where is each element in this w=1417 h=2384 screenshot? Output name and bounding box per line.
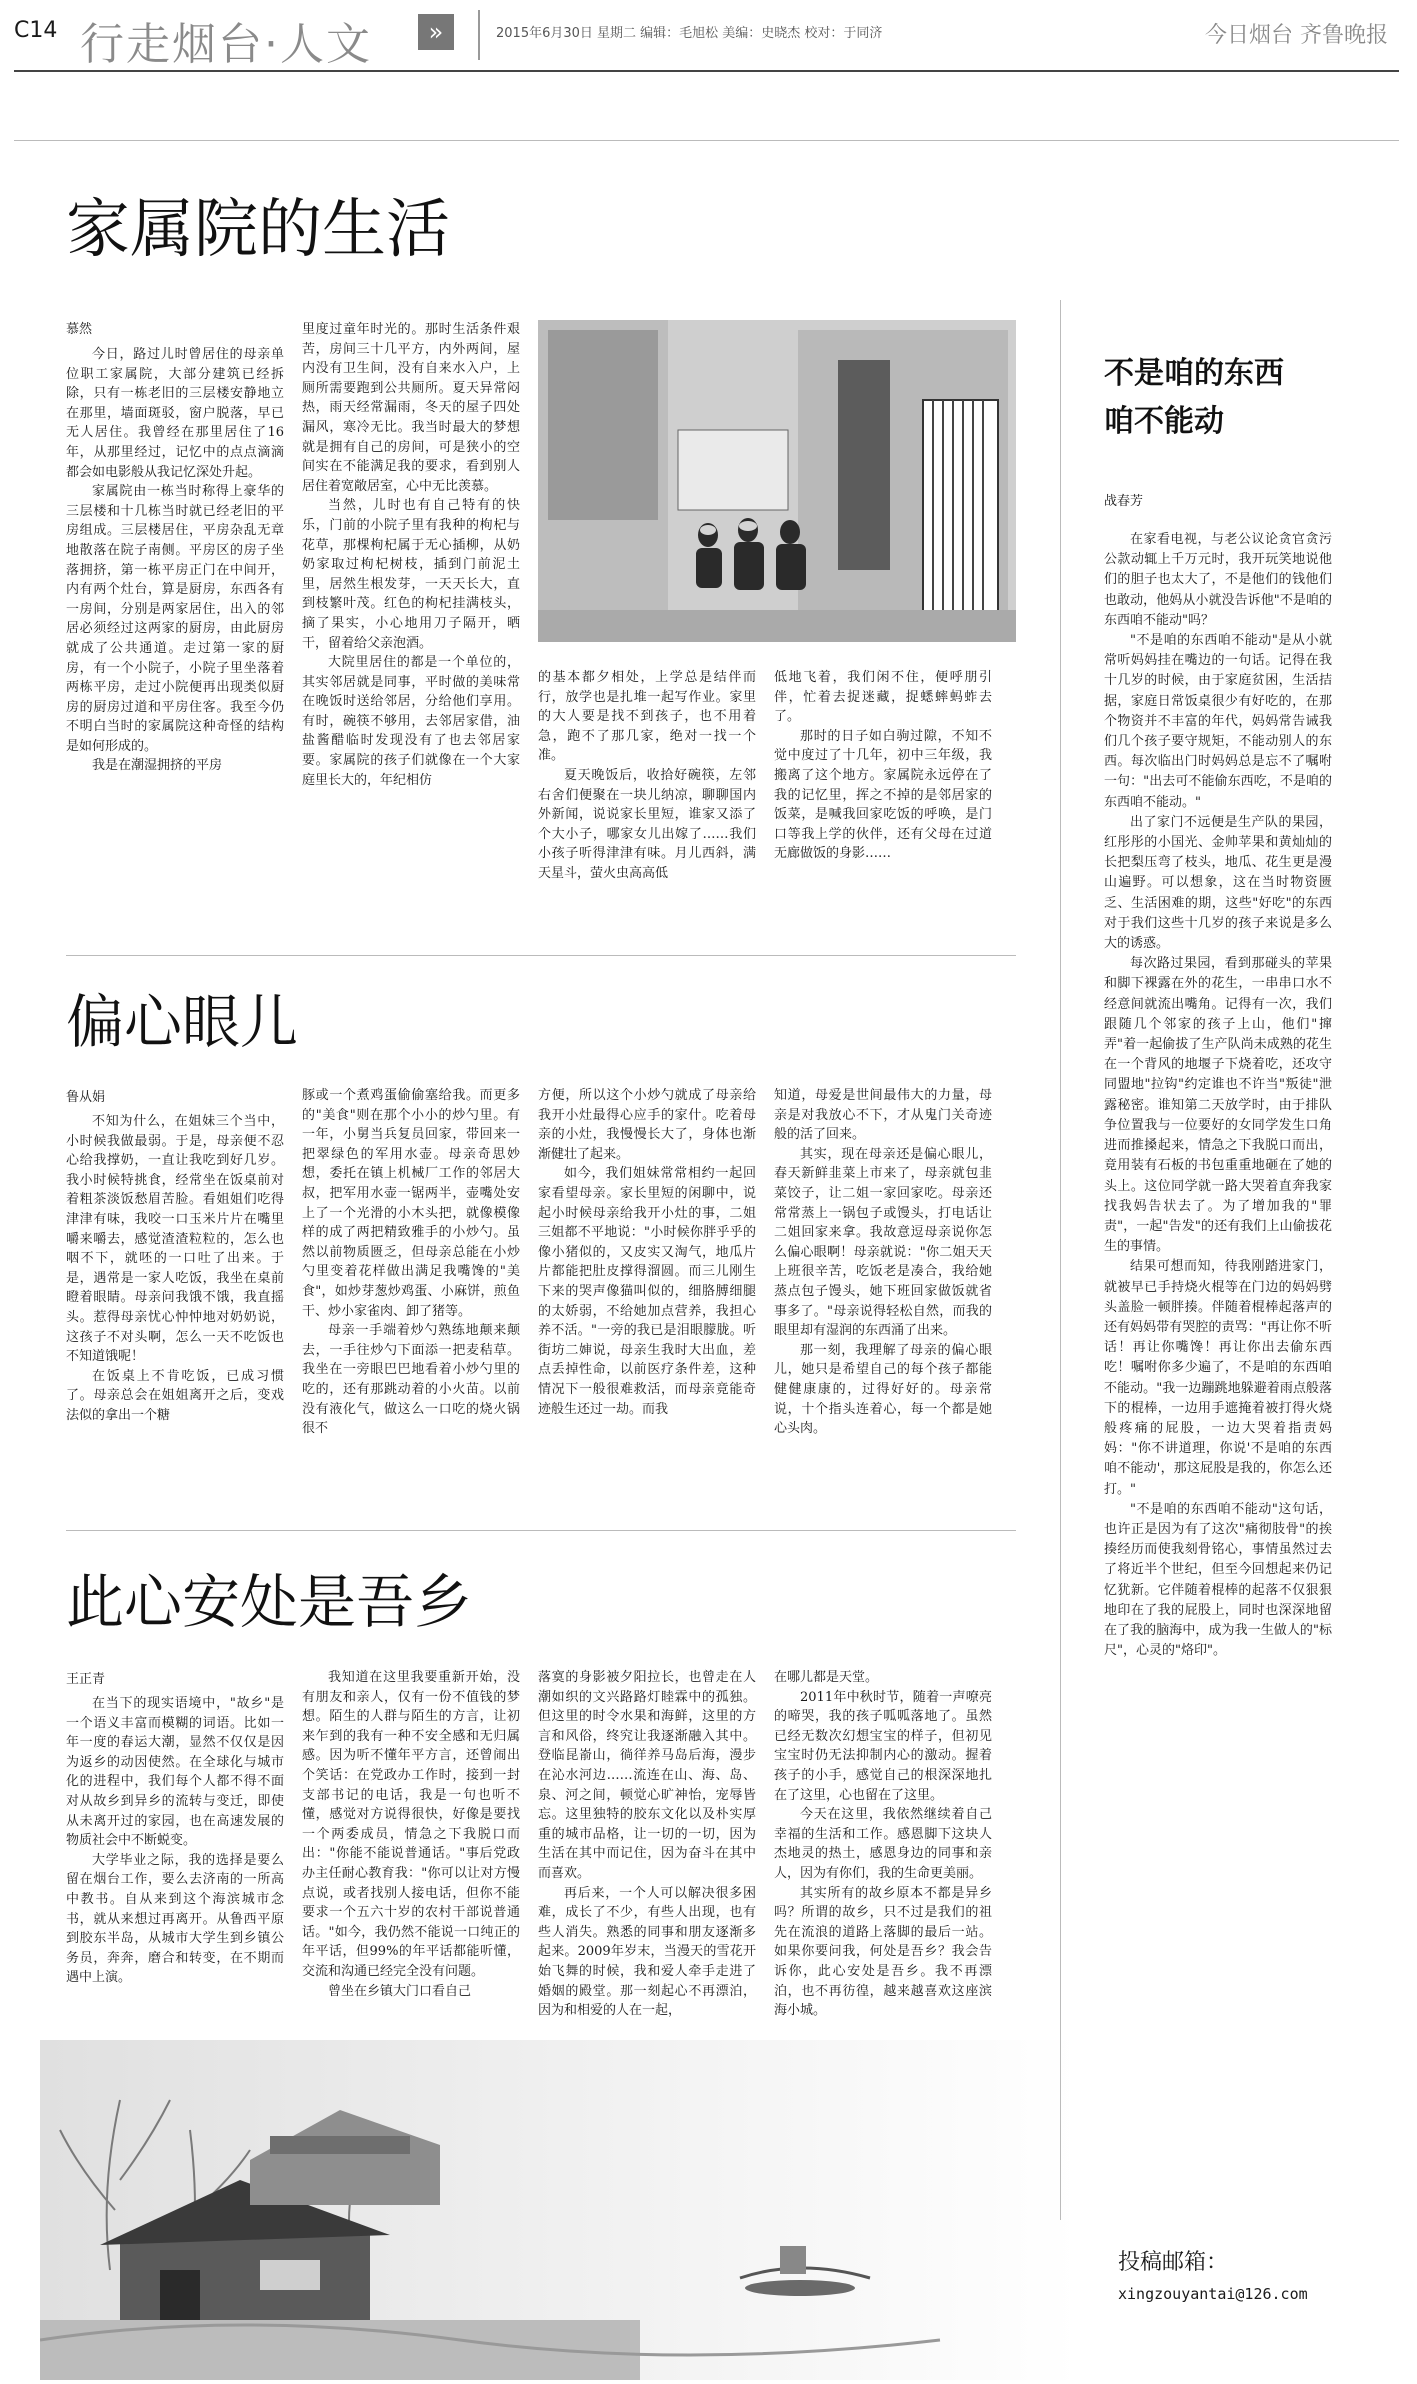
article-column-bianxin-3: [538, 1086, 756, 1512]
issue-info: 2015年6月30日 星期二 编辑：毛旭松 美编：史晓杰 校对：于同济: [496, 26, 883, 41]
article-column-jiashuyuan-4: [774, 668, 992, 935]
paragraph: 出了家门不远便是生产队的果园，红彤彤的小国光、金帅苹果和黄灿灿的长把梨压弯了枝头，地瓜、花生更是漫山遍野。可以想象，这在当时物资匮乏、生活困难的期，这些"好吃"的东西对于我们这些十几岁的孩子来说是多么大的诱惑。: [1104, 814, 1332, 952]
paragraph: 在哪儿都是天堂。: [774, 1670, 879, 1685]
paragraph: 再后来，一个人可以解决很多困难，成长了不少，有些人出现，也有些人消失。熟悉的同事和朋友逐渐多起来。2009年岁末，当漫天的雪花开始飞舞的时候，我和爱人牵手走进了婚姻的殿堂。那一刻起心不再漂泊，因为和相爱的人在一起，: [538, 1885, 756, 2019]
paragraph: 落寞的身影被夕阳拉长，也曾走在人潮如织的文兴路路灯睦霖中的孤独。但这里的时令水果和海鲜，这里的方言和风俗，终究让我逐渐融入其中。登临昆嵛山，徜徉养马岛后海，漫步在沁水河边……流连在山、海、岛、泉、河之间，顿觉心旷神怡，宠辱皆忘。这里独特的胶东文化以及朴实厚重的城市品格，让一切的一切，因为生活在其中而记住，因为奋斗在其中而喜欢。: [538, 1670, 756, 1881]
article-column-bianxin-4: [774, 1086, 992, 1512]
paragraph: 大院里居住的都是一个单位的，其实邻居就是同事，平时做的美味常在晚饭时送给邻居，分给他们享用。有时，碗筷不够用，去邻居家借，油盐酱醋临时发现没有了也去邻居家要。家属院的孩子们就像在一个大家庭里长大的，年纪相仿: [302, 655, 520, 788]
paragraph: 知道，母爱是世间最伟大的力量，母亲是对我放心不下，才从鬼门关奇迹般的活了回来。: [774, 1088, 992, 1143]
ink-painting-illustration: [40, 2040, 1080, 2380]
article-column-bushi: [1104, 530, 1332, 2040]
top-rule-thin: [14, 140, 1399, 141]
article-column-jiashuyuan-1: [66, 345, 284, 935]
paragraph: 曾坐在乡镇大门口看自己: [328, 1983, 472, 1999]
paragraph: "不是咱的东西咱不能动"是从小就常听妈妈挂在嘴边的一句话。记得在我十几岁的时候，由于家庭贫困，生活拮据，家庭日常饭桌很少有好吃的，在那个物资并不丰富的年代，妈妈常告诫我们几个孩子要守规矩，不能动别人的东西。每次临出门时妈妈总是忘不了嘱咐一句："出去可不能偷东西吃，不是咱的东西咱不能动。": [1104, 633, 1332, 810]
paragraph: 如今，我们姐妹常常相约一起回家看望母亲。家长里短的闲聊中，说起小时候母亲给我开小灶的事，二姐三姐都不平地说："小时候你胖乎乎的像小猪似的，又皮实又淘气，地瓜片片都能把肚皮撑得溜圆。而三儿刚生下来的哭声像猫叫似的，细胳膊细腿的太娇弱，不给她加点营养，我担心养不活。"一旁的我已是泪眼朦胧。听街坊二婶说，母亲生我时大出血，差点丢掉性命，以前医疗条件差，这种情况下一般很难救活，而母亲竟能奇迹般生还过一劫。而我: [538, 1166, 756, 1417]
divider: [478, 10, 480, 60]
article-column-bianxin-2: [302, 1086, 520, 1512]
paragraph: "不是咱的东西咱不能动"这句话，也许正是因为有了这次"痛彻肢骨"的挨揍经历而使我刻骨铭心，事情虽然过去了将近半个世纪，但至今回想起来仍记忆犹新。它伴随着棍棒的起落不仅狠狠地印在了我的屁股上，同时也深深地留在了我的脑海中，成为我一生做人的"标尺"，心灵的"烙印"。: [1104, 1501, 1332, 1659]
page-number: C14: [14, 18, 58, 43]
article-column-jiashuyuan-3: [538, 668, 756, 935]
article-title-bianxin: 偏心眼儿: [66, 988, 299, 1056]
paragraph: 夏天晚饭后，收拾好碗筷，左邻右舍们便聚在一块儿纳凉，聊聊国内外新闻，说说家长里短，谁家又添了个大小子，哪家女儿出嫁了……我们小孩子听得津津有味。月儿西斜，满天星斗，萤火虫高高低: [538, 767, 756, 881]
paragraph: 母亲一手端着炒勺熟练地颠来颠去，一手往炒勺下面添一把麦秸草。我坐在一旁眼巴巴地看着小炒勺里的吃的，还有那跳动着的小火苗。以前没有液化气，做这么一口吃的烧火锅很不: [302, 1323, 520, 1437]
article-author-jiashuyuan: 慕然: [66, 322, 93, 337]
paragraph: 其实，现在母亲还是偏心眼儿，春天新鲜韭菜上市来了，母亲就包韭菜饺子，让二姐一家回家吃。母亲还常常蒸上一锅包子或馒头，打电话让二姐回家来拿。我故意逗母亲说你怎么偏心眼啊！母亲就说："你二姐天天上班很辛苦，吃饭老是凑合，我给她蒸点包子馒头，她下班回家做饭就省事多了。"母亲说得轻松自然，而我的眼里却有湿润的东西涌了出来。: [774, 1146, 992, 1339]
paragraph: 结果可想而知，待我刚踏进家门，就被早已手持烧火棍等在门边的妈妈劈头盖脸一顿胖揍。伴随着棍棒起落声的还有妈妈带有哭腔的责骂："再让你不听话！再让你嘴馋！再让你出去偷东西吃！嘱咐你多少遍了，不是咱的东西咱不能动。"我一边蹦跳地躲避着雨点般落下的棍棒，一边用手遮掩着被打得火烧般疼痛的屁股，一边大哭着指责妈妈："你不讲道理，你说'不是咱的东西咱不能动'，那这屁股是我的，你怎么还打。": [1104, 1259, 1332, 1497]
photo-illustration: [538, 320, 1016, 642]
chevron-right-icon: »: [418, 14, 454, 50]
masthead: [0, 0, 1417, 72]
paragraph: 那时的日子如白驹过隙，不知不觉中度过了十几年，初中三年级，我搬离了这个地方。家属院永远停在了我的记忆里，挥之不掉的是邻居家的饭菜，是喊我回家吃饭的呼唤，是门口等我上学的伙伴，还有父母在过道无廊做饭的身影……: [774, 728, 992, 862]
article-author-cixin: 王正青: [66, 1672, 106, 1687]
article-column-cixin-2: [302, 1668, 520, 2034]
decorative-village-painting: [40, 2040, 1080, 2380]
paragraph: 里度过童年时光的。那时生活条件艰苦，房间三十几平方，内外两间，屋内没有卫生间，没有自来水入户，上厕所需要跑到公共厕所。夏天异常闷热，雨天经常漏雨，冬天的屋子四处漏风，寒冷无比。我当时最大的梦想就是拥有自己的房间，可是狭小的空间实在不能满足我的要求，看到别人居住着宽敞居室，心中无比羡慕。: [302, 322, 520, 494]
submission-email-label: 投稿邮箱：: [1118, 2250, 1229, 2275]
paragraph: 今天在这里，我依然继续着自己幸福的生活和工作。感恩脚下这块人杰地灵的热土，感恩身边的同事和亲人，因为有你们，我的生命更美丽。: [774, 1807, 992, 1881]
photo-old-courtyard: [538, 320, 1016, 642]
newspaper-brand: 今日烟台 齐鲁晚报: [1205, 23, 1388, 48]
paragraph: 的基本都夕相处，上学总是结伴而行，放学也是扎堆一起写作业。家里的大人要是找不到孩子，也不用着急，跑不了那几家，绝对一找一个准。: [538, 670, 756, 764]
paragraph: 低地飞着，我们闲不住，便呼朋引伴，忙着去捉迷藏，捉蟋蟀蚂蚱去了。: [774, 670, 992, 725]
paragraph: 豚或一个煮鸡蛋偷偷塞给我。而更多的"美食"则在那个小小的炒勺里。有一年，小舅当兵复员回家，带回来一把翠绿色的军用水壶。母亲奇思妙想，委托在镇上机械厂工作的邻居大叔，把军用水壶一锯两半，壶嘴处安上了一个光滑的小木头把，就像模像样的成了两把精致雅手的小炒勺。虽然以前物质匮乏，但母亲总能在小炒勺里变着花样做出满足我嘴馋的"美食"，如炒芽葱炒鸡蛋、小麻饼，煎鱼干、炒小家雀肉、卸了猪等。: [302, 1088, 520, 1319]
article-title-cixin: 此心安处是吾乡: [66, 1568, 473, 1636]
paragraph: 其实所有的故乡原本不都是异乡吗？所谓的故乡，只不过是我们的祖先在流浪的道路上落脚的最后一站。如果你要问我，何处是吾乡？我会告诉你，此心安处是吾乡。我不再漂泊，也不再彷徨，越来越喜欢这座滨海小城。: [774, 1885, 992, 2019]
paragraph: 那一刻，我理解了母亲的偏心眼儿，她只是希望自己的每个孩子都能健健康康的，过得好好的。母亲常说，十个指头连着心，每一个都是她心头肉。: [774, 1342, 992, 1437]
top-rule: [14, 70, 1399, 72]
paragraph: 每次路过果园，看到那碰头的苹果和脚下裸露在外的花生，一串串口水不经意间就流出嘴角。记得有一次，我们跟随几个邻家的孩子上山，他们"撺弄"着一起偷拔了生产队尚未成熟的花生在一个背风的地堰子下烧着吃，还攻守同盟地"拉钩"约定谁也不许当"叛徒"泄露秘密。谁知第二天放学时，由于排队争位置我与一位要好的女同学发生口角进而推搡起来，情急之下我脱口而出，竟用装有石板的书包重重地砸在了她的头上。这位同学就一路大哭着直奔我家找我妈告状去了。为了增加我的"罪责"，一起"告发"的还有我们上山偷拔花生的事情。: [1104, 956, 1332, 1255]
paragraph: 2011年中秋时节，随着一声嘹亮的啼哭，我的孩子呱呱落地了。虽然已经无数次幻想宝宝的样子，但初见宝宝时仍无法抑制内心的激动。握着孩子的小手，感觉自己的根深深地扎在了这里，心也留在了这里。: [774, 1689, 992, 1803]
paragraph: 我是在潮湿拥挤的平房: [92, 758, 223, 774]
article-author-bushi: 战春芳: [1104, 494, 1144, 509]
article-author-bianxin: 鲁从娟: [66, 1090, 106, 1105]
paragraph: 不知为什么，在姐妹三个当中，小时候我做最弱。于是，母亲便不忍心给我撑奶，一直让我吃到好几岁。我小时候特挑食，经常坐在饭桌前对着粗茶淡饭愁眉苦脸。看姐姐们吃得津津有味，我咬一口玉米片片在嘴里嚼来嚼去，感觉渣渣粒粒的，怎么也咽不下，就呸的一口吐了出来。于是，遇常是一家人吃饭，我坐在桌前瞪着眼睛。母亲问我饿不饿，我直摇头。惹得母亲忧心忡忡地对奶奶说，这孩子不对头啊，怎么一天不吃饭也不知道饿呢！: [66, 1114, 284, 1365]
article-column-cixin-4: [774, 1668, 992, 2034]
paragraph: 我知道在这里我要重新开始，没有朋友和亲人，仅有一份不值钱的梦想。陌生的人群与陌生的方言，让初来乍到的我有一种不安全感和无归属感。因为听不懂年平方言，还曾闹出个笑话：在党政办工作时，接到一封支部书记的电话，我是一句也听不懂，感觉对方说得很快，好像是要找一个两委成员，情急之下我脱口而出："你能不能说普通话。"事后党政办主任耐心教育我："你可以让对方慢点说，或者找别人接电话，但你不能要求一个五六十岁的农村干部说普通话。"如今，我仍然不能说一口纯正的年平话，但99%的年平话都能听懂，交流和沟通已经完全没有问题。: [302, 1670, 520, 1979]
section-divider: [66, 1530, 1016, 1531]
article-column-cixin-3: [538, 1668, 756, 2034]
paragraph: 在饭桌上不肯吃饭，已成习惯了。母亲总会在姐姐离开之后，变戏法似的拿出一个糖: [66, 1368, 284, 1423]
article-column-bianxin-1: [66, 1112, 284, 1512]
paragraph: 家属院由一栋当时称得上豪华的三层楼和十几栋当时就已经老旧的平房组成。三层楼居住，平房杂乱无章地散落在院子南侧。平房区的房子坐落拥挤，第一栋平房正门在中间开，内有两个灶台，算是厨房，东西各有一房间，分别是两家居住，出入的邻居必须经过这两家的厨房，由此厨房就成了公共通道。走过第一家的厨房，有一个小院子，小院子里坐落着两栋平房，走过小院便再出现类似厨房的厨房过道和平房住客。我至今仍不明白当时的家属院这种奇怪的结构是如何形成的。: [66, 484, 284, 754]
paragraph: 大学毕业之际，我的选择是要么留在烟台工作，要么去济南的一所高中教书。自从来到这个海滨城市念书，就从来想过再离开。从鲁西平原到胶东半岛，从城市大学生到乡镇公务员，奔奔，磨合和转变，在不期而遇中上演。: [66, 1852, 284, 1986]
article-title-jiashuyuan: 家属院的生活: [66, 193, 450, 267]
article-title-bushi-line2: 咱不能动: [1104, 404, 1224, 439]
article-column-jiashuyuan-2: [302, 320, 520, 935]
article-title-bushi-line1: 不是咱的东西: [1104, 356, 1284, 391]
section-title: 行走烟台·人文: [80, 19, 372, 70]
submission-email-link[interactable]: xingzouyantai@126.com: [1118, 2285, 1308, 2303]
paragraph: 在家看电视，与老公议论贪官贪污公款动辄上千万元时，我开玩笑地说他们的胆子也太大了，不是他们的钱他们也敢动，他妈从小就没告诉他"不是咱的东西咱不能动"吗？: [1104, 532, 1332, 628]
article-column-cixin-1: [66, 1694, 284, 2034]
section-divider: [66, 955, 1016, 956]
paragraph: 方便，所以这个小炒勺就成了母亲给我开小灶最得心应手的家什。吃着母亲的小灶，我慢慢长大了，身体也渐渐健壮了起来。: [538, 1088, 756, 1162]
paragraph: 今日，路过儿时曾居住的母亲单位职工家属院，大部分建筑已经拆除，只有一栋老旧的三层楼安静地立在那里，墙面斑驳，窗户脱落，早已无人居住。我曾经在那里居住了16年，从那里经过，记忆中的点点滴滴都会如电影般从我记忆深处升起。: [66, 347, 284, 480]
sidebar-divider: [1060, 300, 1061, 2220]
paragraph: 在当下的现实语境中，"故乡"是一个语义丰富而模糊的词语。比如一年一度的春运大潮，显然不仅仅是因为返乡的动因使然。在全球化与城市化的进程中，我们每个人都不得不面对从故乡到异乡的流转与变迁，即使从未离开过的家园，也在高速发展的物质社会中不断蜕变。: [66, 1696, 284, 1849]
paragraph: 当然，儿时也有自己特有的快乐，门前的小院子里有我种的枸杞与花草，那棵枸杞属于无心插柳，从奶奶家取过枸杞树枝，插到门前泥土里，居然生根发芽，一天天长大，直到枝繁叶茂。红色的枸杞挂满枝头，摘了果实，小心地用刀子隔开，晒干，留着给父亲泡酒。: [302, 498, 520, 651]
